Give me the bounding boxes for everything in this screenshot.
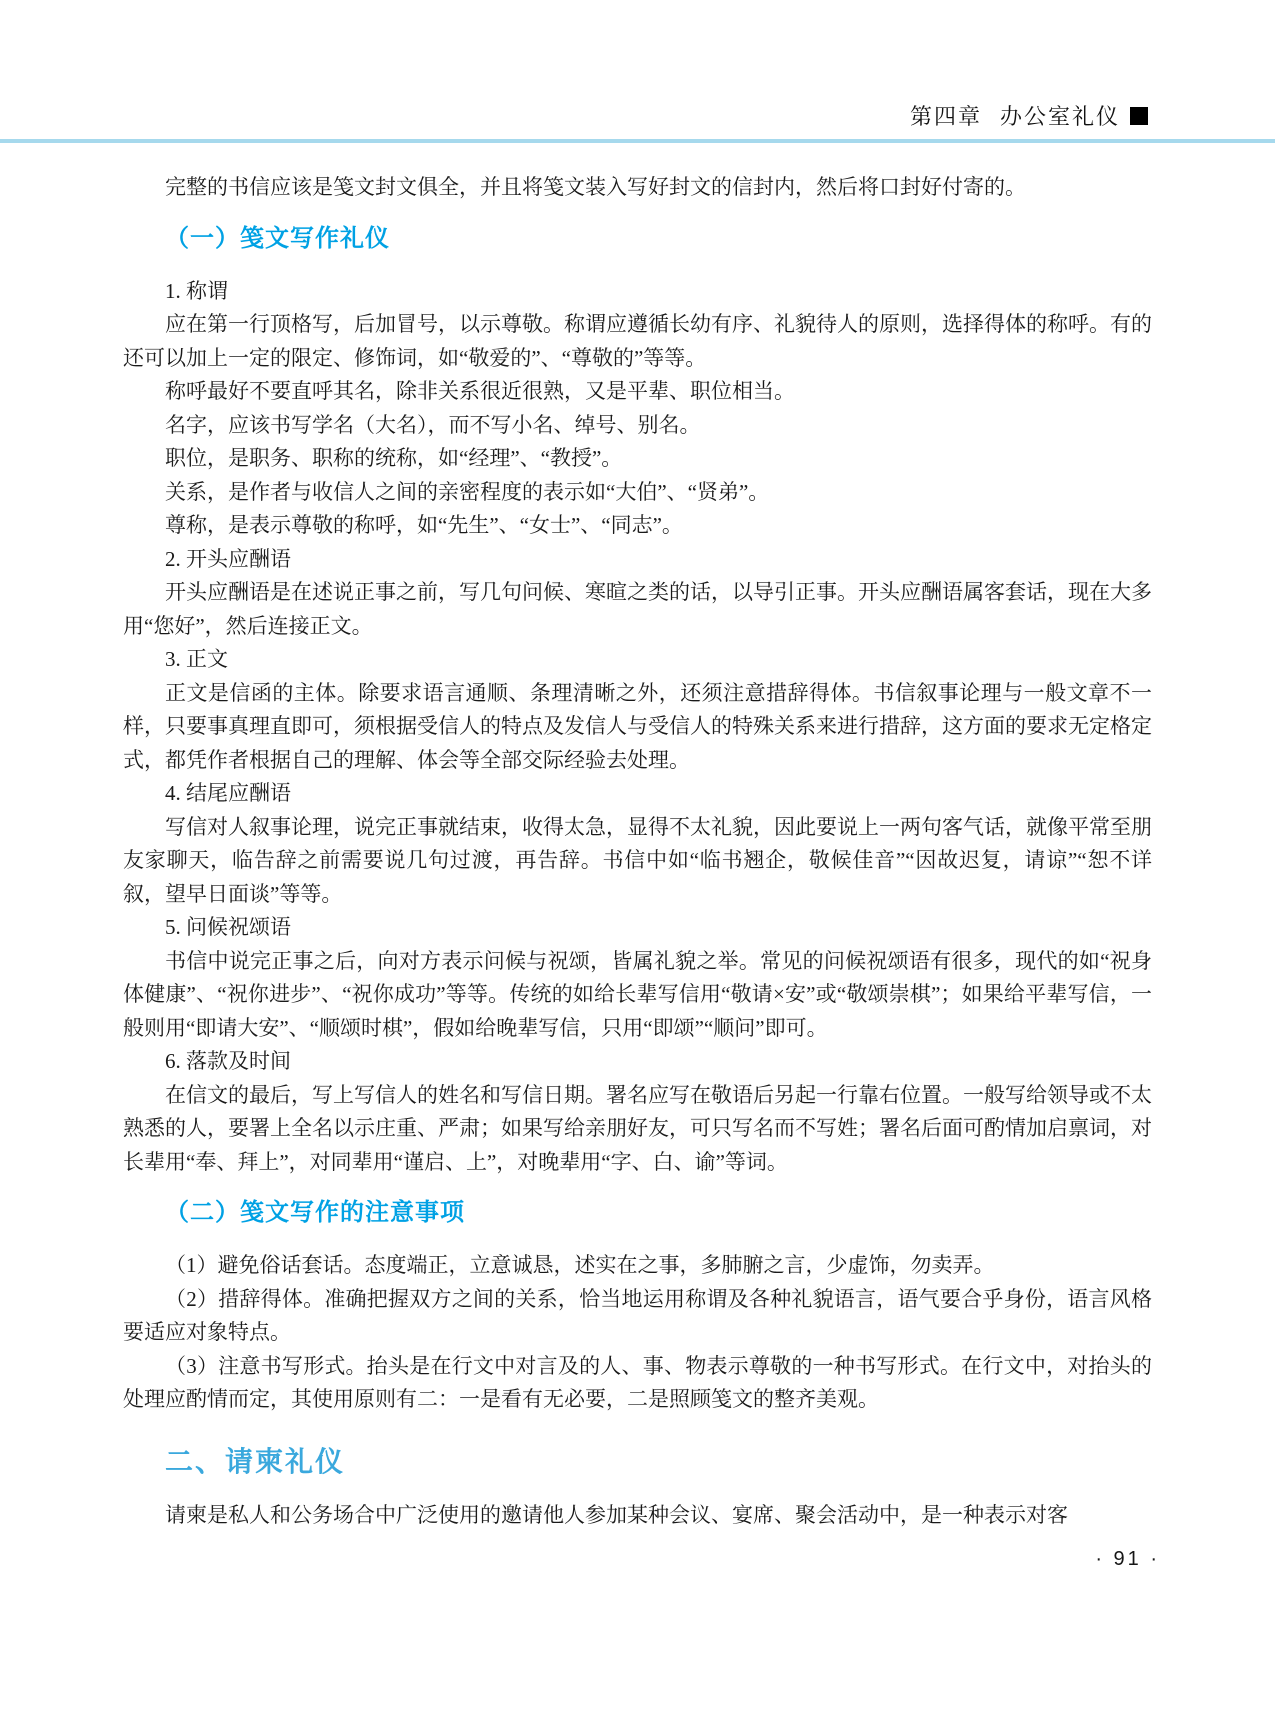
- page-number: · 91 ·: [1095, 1548, 1160, 1570]
- body-paragraph: 在信文的最后，写上写信人的姓名和写信日期。署名应写在敬语后另起一行靠右位置。一般写给领导或不太熟悉的人，要署上全名以示庄重、严肃；如果写给亲朋好友，可只写名而不写姓；署名后面可酌情加启禀词，对长辈用“奉、拜上”，对同辈用“谨启、上”，对晚辈用“字、白、谕”等词。: [123, 1082, 1152, 1174]
- numbered-item-title: 4. 结尾应酬语: [165, 781, 291, 805]
- running-head: [0, 0, 1275, 130]
- body-paragraph: （2）措辞得体。准确把握双方之间的关系，恰当地运用称谓及各种礼貌语言，语气要合乎身份，语言风格要适应对象特点。: [123, 1286, 1152, 1344]
- chapter-label: 第四章: [909, 104, 982, 129]
- body-paragraph: 开头应酬语是在述说正事之前，写几句问候、寒暄之类的话，以导引正事。开头应酬语属客套话，现在大多用“您好”，然后连接正文。: [123, 580, 1152, 638]
- numbered-item-title: 1. 称谓: [165, 278, 228, 303]
- body-paragraph: 完整的书信应该是笺文封文俱全，并且将笺文装入写好封文的信封内，然后将口封好付寄的。: [165, 175, 1026, 199]
- body-paragraph: （1）避免俗话套话。态度端正，立意诚恳，述实在之事，多肺腑之言，少虚饰，勿卖弄。: [165, 1253, 995, 1277]
- body-paragraph: 请柬是私人和公务场合中广泛使用的邀请他人参加某种会议、宴席、聚会活动中，是一种表示对客: [165, 1502, 1068, 1527]
- chapter-title: 办公室礼仪: [999, 104, 1120, 129]
- numbered-item-title: 3. 正文: [165, 647, 228, 671]
- subsection-heading: （一）笺文写作礼仪: [165, 224, 390, 252]
- body-paragraph: 应在第一行顶格写，后加冒号，以示尊敬。称谓应遵循长幼有序、礼貌待人的原则，选择得体的称呼。有的还可以加上一定的限定、修饰词，如“敬爱的”、“尊敬的”等等。: [123, 312, 1152, 370]
- body-paragraph: 称呼最好不要直呼其名，除非关系很近很熟，又是平辈、职位相当。: [165, 379, 795, 403]
- body-paragraph: 关系，是作者与收信人之间的亲密程度的表示如“大伯”、“贤弟”。: [165, 479, 770, 504]
- section-heading: 二、请柬礼仪: [165, 1445, 346, 1477]
- body-paragraph: 名字，应该书写学名（大名），而不写小名、绰号、别名。: [165, 412, 701, 437]
- numbered-item-title: 2. 开头应酬语: [165, 546, 291, 571]
- subsection-heading: （二）笺文写作的注意事项: [165, 1199, 465, 1226]
- chapter-square-marker-icon: [1130, 107, 1148, 125]
- body-paragraph: 职位，是职务、职称的统称，如“经理”、“教授”。: [165, 446, 623, 470]
- numbered-item-title: 5. 问候祝颂语: [165, 915, 291, 939]
- body-paragraph: 书信中说完正事之后，向对方表示问候与祝颂，皆属礼貌之举。常见的问候祝颂语有很多，现代的如“祝身体健康”、“祝你进步”、“祝你成功”等等。传统的如给长辈写信用“敬请×安”或“敬颂崇棋”；如果给平辈写信，一般则用“即请大安”、“顺颂时棋”，假如给晚辈写信，只用“即颂”“顺问”即可。: [123, 948, 1152, 1040]
- body-paragraph: （3）注意书写形式。抬头是在行文中对言及的人、事、物表示尊敬的一种书写形式。在行文中，对抬头的处理应酌情而定，其使用原则有二：一是看有无必要，二是照顾笺文的整齐美观。: [123, 1353, 1152, 1411]
- body-paragraph: 尊称，是表示尊敬的称呼，如“先生”、“女士”、“同志”。: [165, 513, 683, 537]
- content: [0, 171, 1275, 1532]
- header-rule: [0, 139, 1275, 143]
- numbered-item-title: 6. 落款及时间: [165, 1049, 291, 1073]
- body-paragraph: 写信对人叙事论理，说完正事就结束，收得太急，显得不太礼貌，因此要说上一两句客气话，就像平常至朋友家聊天，临告辞之前需要说几句过渡，再告辞。书信中如“临书翘企，敬候佳音”“因故迟复，请谅”“恕不详叙，望早日面谈”等等。: [123, 814, 1152, 906]
- body-paragraph: 正文是信函的主体。除要求语言通顺、条理清晰之外，还须注意措辞得体。书信叙事论理与一般文章不一样，只要事真理直即可，须根据受信人的特点及发信人与受信人的特殊关系来进行措辞，这方面的要求无定格定式，都凭作者根据自己的理解、体会等全部交际经验去处理。: [123, 680, 1152, 772]
